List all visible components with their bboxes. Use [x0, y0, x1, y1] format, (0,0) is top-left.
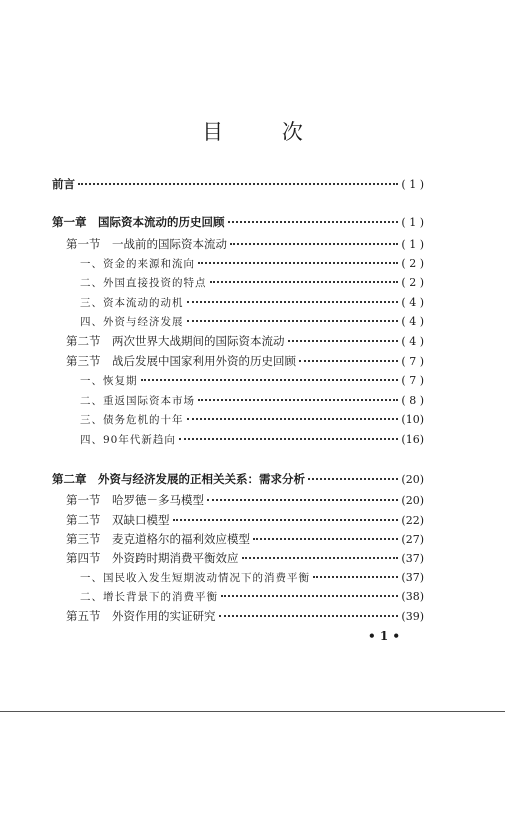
toc-entry-section	[66, 493, 424, 508]
toc-entry-page: ( 8 )	[401, 394, 424, 407]
toc-entry-label: 第二节 双缺口模型	[66, 513, 170, 527]
toc-entry-page: ( 1 )	[401, 238, 424, 251]
toc-entry-page: (16)	[401, 433, 424, 446]
toc-entry-label: 第一节 哈罗德－多马模型	[66, 493, 204, 507]
toc-entry-preface	[52, 177, 424, 192]
dot-leader	[230, 243, 398, 245]
dot-leader	[187, 418, 399, 420]
toc-entry-label: 第五节 外资作用的实证研究	[66, 609, 216, 623]
toc-entry-page: ( 7 )	[401, 374, 424, 387]
toc-entry-label: 前言	[52, 177, 75, 191]
dot-leader	[187, 320, 399, 322]
toc-entry-label: 四、外资与经济发展	[80, 316, 184, 328]
toc-entry-label: 第一章 国际资本流动的历史回顾	[52, 215, 225, 229]
dot-leader	[242, 557, 399, 559]
toc-entry-page: ( 2 )	[401, 276, 424, 289]
dot-leader	[288, 340, 399, 342]
toc-entry-label: 二、增长背景下的消费平衡	[80, 591, 218, 603]
dot-leader	[253, 538, 398, 540]
toc-entry-label: 第二节 两次世界大战期间的国际资本流动	[66, 334, 285, 348]
page-number: • 1 •	[368, 629, 401, 643]
toc-entry-chapter-1	[52, 215, 424, 230]
toc-entry-page: ( 4 )	[401, 315, 424, 328]
dot-leader	[187, 301, 399, 303]
toc-entry-page: ( 7 )	[401, 355, 424, 368]
toc-entry-subsection	[80, 374, 424, 388]
toc-entry-page: (37)	[401, 552, 424, 565]
dot-leader	[219, 615, 399, 617]
toc-entry-label: 二、重返国际资本市场	[80, 395, 195, 407]
toc-entry-page: ( 4 )	[401, 335, 424, 348]
toc-entry-label: 三、债务危机的十年	[80, 414, 184, 426]
toc-entry-page: ( 1 )	[401, 178, 424, 191]
dot-leader	[313, 576, 398, 578]
toc-entry-label: 第二章 外资与经济发展的正相关关系：需求分析	[52, 472, 305, 486]
toc-entry-page: (38)	[401, 590, 424, 603]
toc-entry-subsection	[80, 571, 424, 585]
toc-entry-section	[66, 354, 424, 369]
toc-entry-page: (39)	[401, 610, 424, 623]
toc-entry-section	[66, 334, 424, 349]
toc-entry-subsection	[80, 296, 424, 310]
dot-leader	[299, 360, 398, 362]
toc-entry-page: (37)	[401, 571, 424, 584]
toc-entry-section	[66, 513, 424, 528]
toc-entry-page: (10)	[401, 413, 424, 426]
bottom-rule	[0, 711, 505, 712]
dot-leader	[210, 281, 399, 283]
toc-entry-page: ( 4 )	[401, 296, 424, 309]
dot-leader	[221, 595, 398, 597]
toc-entry-subsection	[80, 433, 424, 447]
toc-entry-page: (20)	[401, 473, 424, 486]
dot-leader	[308, 478, 398, 480]
toc-entry-label: 第三节 战后发展中国家利用外资的历史回顾	[66, 354, 296, 368]
toc-entry-label: 第三节 麦克道格尔的福利效应模型	[66, 532, 250, 546]
toc-entry-section	[66, 532, 424, 547]
toc-entry-label: 一、资金的来源和流向	[80, 258, 195, 270]
toc-entry-section	[66, 551, 424, 566]
toc-entry-section	[66, 609, 424, 624]
dot-leader	[179, 438, 399, 440]
toc-entry-page: (27)	[401, 533, 424, 546]
dot-leader	[207, 499, 398, 501]
dot-leader	[141, 379, 399, 381]
toc-entry-label: 第一节 一战前的国际资本流动	[66, 237, 227, 251]
toc-entry-subsection	[80, 590, 424, 604]
toc-entry-subsection	[80, 276, 424, 290]
dot-leader	[228, 221, 399, 223]
toc-entry-page: ( 2 )	[401, 257, 424, 270]
toc-entry-page: (20)	[401, 494, 424, 507]
dot-leader	[198, 262, 398, 264]
toc-entry-label: 三、资本流动的动机	[80, 297, 184, 309]
dot-leader	[198, 399, 398, 401]
toc-entry-label: 四、90年代新趋向	[80, 434, 176, 446]
toc-entry-chapter-2	[52, 472, 424, 487]
toc-entry-label: 一、国民收入发生短期波动情况下的消费平衡	[80, 572, 310, 584]
dot-leader	[173, 519, 399, 521]
toc-entry-page: (22)	[401, 514, 424, 527]
toc-entry-label: 第四节 外资跨时期消费平衡效应	[66, 551, 239, 565]
toc-entry-section	[66, 237, 424, 252]
toc-entry-subsection	[80, 257, 424, 271]
toc-entry-subsection	[80, 315, 424, 329]
page-title: 目 次	[202, 120, 329, 144]
toc-entry-label: 一、恢复期	[80, 375, 138, 387]
toc-entry-subsection	[80, 413, 424, 427]
toc-entry-subsection	[80, 394, 424, 408]
dot-leader	[78, 183, 398, 185]
toc-entry-label: 二、外国直接投资的特点	[80, 277, 207, 289]
toc-entry-page: ( 1 )	[401, 216, 424, 229]
